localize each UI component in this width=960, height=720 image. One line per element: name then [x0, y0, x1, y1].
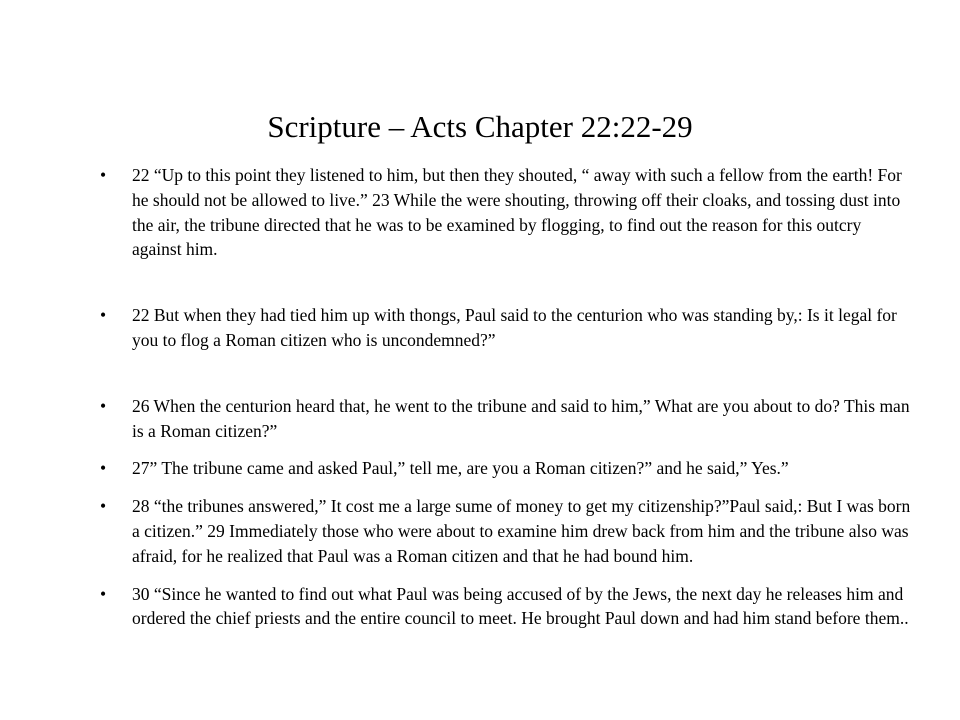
bullet-item: [100, 303, 912, 353]
bullet-item: [100, 494, 912, 568]
bullet-marker: •: [100, 305, 107, 326]
bullet-item: [100, 163, 912, 262]
bullet-marker: •: [100, 583, 107, 604]
bullet-marker: •: [100, 496, 107, 517]
bullet-item: [100, 456, 912, 481]
bullet-text: 22 But when they had tied him up with thongs, Paul said to the centurion who was standing by,: Is it legal for you to flog a Roman citizen who is uncondemned?”: [132, 305, 897, 350]
bullet-item: [100, 394, 912, 444]
slide-title: Scripture – Acts Chapter 22:22-29: [267, 109, 693, 144]
bullet-text: 26 When the centurion heard that, he went to the tribune and said to him,” What are you about to do? This man is a Roman citizen?”: [132, 395, 910, 441]
bullet-text: 27” The tribune came and asked Paul,” tell me, are you a Roman citizen?” and he said,” Yes.”: [132, 458, 789, 479]
bullet-marker: •: [100, 165, 107, 185]
bullet-marker: •: [100, 458, 107, 479]
bullet-text: 28 “the tribunes answered,” It cost me a large sume of money to get my citizenship?”Paul said,: But I was born a citizen.” 29 Immediately those who were about to examine him drew back from him and the tribune also was afraid, for he realized that Paul was a Roman citizen and that he had bound him.: [132, 496, 911, 566]
bullet-text: 22 “Up to this point they listened to him, but then they shouted, “ away with such a fellow from the earth! For he should not be allowed to live.” 23 While the were shouting, throwing off their cloaks, and tossing dust into the air, the tribune directed that he was to be examined by flogging, to find out the reason for this outcry against him.: [132, 165, 902, 260]
bullet-item: [100, 582, 912, 632]
bullet-marker: •: [100, 395, 107, 416]
bullet-text: 30 “Since he wanted to find out what Paul was being accused of by the Jews, the next day he releases him and ordered the chief priests and the entire council to meet. He brought Paul down and had him stand before them..: [132, 583, 909, 629]
bullet-list: [100, 163, 912, 631]
